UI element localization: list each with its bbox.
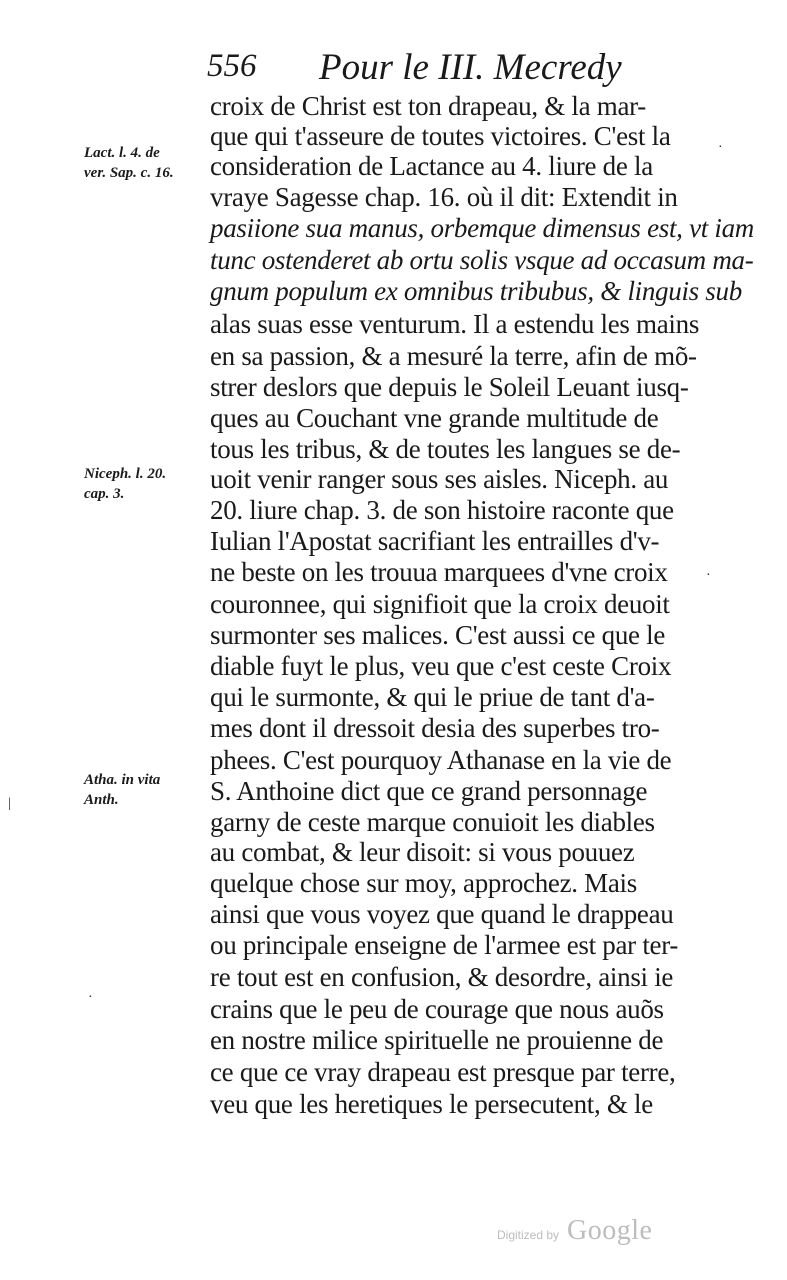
ink-speck: · [88, 990, 93, 1005]
text-line: ne beste on les trouua marquees d'vne croix [210, 557, 668, 587]
text-line: S. Anthoine dict que ce grand personnage [210, 776, 648, 806]
margin-note-line: cap. 3. [84, 486, 125, 502]
text-line: qui le surmonte, & qui le priue de tant d'a- [210, 682, 655, 712]
text-line: 20. liure chap. 3. de son histoire raconte que [210, 495, 674, 525]
text-line: en sa passion, & a mesuré la terre, afin de mõ- [210, 341, 697, 371]
text-line: couronnee, qui signifioit que la croix deuoit [210, 589, 670, 619]
text-line: diable fuyt le plus, veu que c'est ceste Croix [210, 651, 672, 681]
text-line: vraye Sagesse chap. 16. où il dit: Extendit in [210, 182, 678, 212]
google-logo: Google [567, 1215, 653, 1246]
text-line: tunc ostenderet ab ortu solis vsque ad occasum ma- [210, 245, 754, 275]
margin-note-line: Atha. in vita [84, 772, 161, 788]
text-line: surmonter ses malices. C'est aussi ce que le [210, 620, 666, 650]
text-line: strer deslors que depuis le Soleil Leuant iusq- [210, 372, 689, 402]
margin-note-line: Anth. [84, 792, 119, 808]
text-line: ainsi que vous voyez que quand le drappeau [210, 899, 674, 929]
running-title: Pour le III. Mecredy [319, 47, 622, 88]
text-line: phees. C'est pourquoy Athanase en la vie de [210, 745, 672, 775]
digitized-by-watermark [497, 1215, 652, 1247]
text-line: veu que les heretiques le persecutent, & le [210, 1089, 653, 1119]
ink-speck: · [706, 568, 711, 583]
text-line: consideration de Lactance au 4. liure de la [210, 151, 653, 181]
text-line: ques au Couchant vne grande multitude de [210, 403, 659, 433]
text-line: alas suas esse venturum. Il a estendu les mains [210, 309, 700, 339]
margin-note-lactance [84, 143, 174, 183]
margin-note-line: ver. Sap. c. 16. [84, 165, 174, 181]
text-line: ce que ce vray drapeau est presque par terre, [210, 1057, 676, 1087]
text-line: mes dont il dressoit desia des superbes tro- [210, 713, 660, 743]
text-line: tous les tribus, & de toutes les langues se de- [210, 434, 681, 464]
margin-note-athanase [84, 770, 160, 810]
text-line: pasiione sua manus, orbemque dimensus est, vt iam [210, 213, 755, 243]
margin-note-niceph [84, 464, 166, 504]
text-line: en nostre milice spirituelle ne prouienne de [210, 1025, 664, 1055]
text-line: crains que le peu de courage que nous auõs [210, 994, 664, 1024]
text-line: re tout est en confusion, & desordre, ainsi ie [210, 962, 674, 992]
text-line: gnum populum ex omnibus tribubus, & linguis sub [210, 276, 742, 306]
page-number: 556 [207, 48, 257, 84]
margin-note-line: Lact. l. 4. de [84, 145, 160, 161]
text-line: quelque chose sur moy, approchez. Mais [210, 868, 637, 898]
text-line: uoit venir ranger sous ses aisles. Niceph. au [210, 464, 669, 494]
text-line: garny de ceste marque conuioit les diables [210, 807, 655, 837]
text-line: au combat, & leur disoit: si vous pouuez [210, 837, 635, 867]
text-line: que qui t'asseure de toutes victoires. C'est la [210, 121, 671, 151]
margin-note-line: Niceph. l. 20. [84, 466, 167, 482]
watermark-prefix: Digitized by [497, 1228, 560, 1242]
text-line: Iulian l'Apostat sacrifiant les entrailles d'v- [210, 526, 660, 556]
ink-speck: | [8, 796, 11, 811]
text-line: ou principale enseigne de l'armee est par ter- [210, 930, 679, 960]
ink-speck: · [718, 140, 723, 155]
text-line: croix de Christ est ton drapeau, & la mar- [210, 91, 646, 121]
